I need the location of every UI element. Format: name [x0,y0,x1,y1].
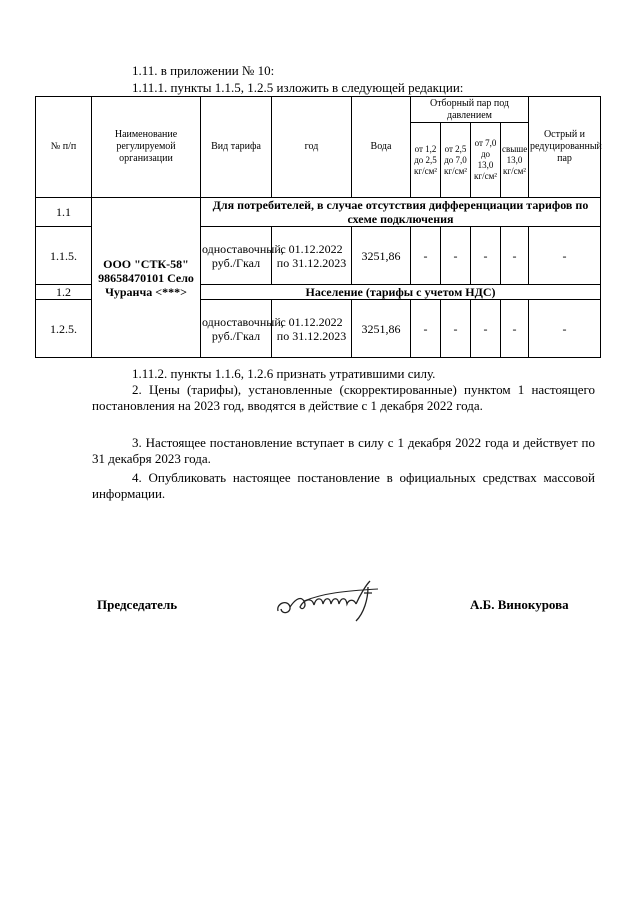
row-1-2-5-tariff-type: одноставочный, руб./Гкал [201,300,272,358]
header-steam-4: свыше 13,0 кг/см² [501,123,529,198]
header-tariff-type: Вид тарифа [201,97,272,198]
row-1-2-5-steam-3: - [471,300,501,358]
intro-line-1: 1.11. в приложении № 10: [132,63,275,78]
header-steam-2: от 2,5 до 7,0 кг/см² [441,123,471,198]
row-1-2-text: Население (тарифы с учетом НДС) [201,285,601,300]
row-1-2-5-steam-2: - [441,300,471,358]
row-1-1-5-steam-4: - [501,227,529,285]
row-1-1-5-period: с 01.12.2022 по 31.12.2023 [272,227,352,285]
row-1-1-5-steam-1: - [411,227,441,285]
signer-name: А.Б. Винокурова [470,597,569,612]
row-1-2-5-steam-4: - [501,300,529,358]
row-1-1-5-sharp: - [529,227,601,285]
intro-line-2: 1.11.1. пункты 1.1.5, 1.2.5 изложить в следующей редакции: [132,80,464,95]
row-1-1-text: Для потребителей, в случае отсутствия дифференциации тарифов по схеме подключения [201,198,601,227]
row-1-2-5-period: с 01.12.2022 по 31.12.2023 [272,300,352,358]
row-1-2-5-water: 3251,86 [352,300,411,358]
header-org: Наименование регулируемой организации [92,97,201,198]
row-1-2-5-num: 1.2.5. [36,300,92,358]
tariff-table [35,96,601,358]
paragraph-3: 3. Настоящее постановление вступает в силу с 1 декабря 2022 года и действует по 31 декабря 2023 года. [92,435,595,466]
header-steam-3: от 7,0 до 13,0 кг/см² [471,123,501,198]
header-year: год [272,97,352,198]
header-sharp-steam: Острый и редуцированный пар [529,97,601,198]
header-steam-group: Отборный пар под давлением [411,97,529,123]
paragraph-2: 2. Цены (тарифы), установленные (скорректированные) пунктом 1 настоящего постановления на 2023 год, вводятся в действие с 1 декабря 2022 года. [92,382,595,413]
row-1-2-5-sharp: - [529,300,601,358]
row-1-1-5-steam-3: - [471,227,501,285]
signature-title: Председатель [97,597,178,612]
org-name-cell: ООО "СТК-58" 98658470101 Село Чуранча <***> [92,198,201,358]
header-water: Вода [352,97,411,198]
row-1-1-5-num: 1.1.5. [36,227,92,285]
paragraph-4: 4. Опубликовать настоящее постановление в официальных средствах массовой информации. [92,470,595,501]
row-1-1-5-steam-2: - [441,227,471,285]
header-steam-1: от 1,2 до 2,5 кг/см² [411,123,441,198]
row-1-1-5-tariff-type: одноставочный, руб./Гкал [201,227,272,285]
row-1-1-num: 1.1 [36,198,92,227]
row-1-1-5-water: 3251,86 [352,227,411,285]
row-1-2-5-steam-1: - [411,300,441,358]
header-num: № п/п [36,97,92,198]
paragraph-1-11-2: 1.11.2. пункты 1.1.6, 1.2.6 признать утратившими силу. [132,366,436,381]
handwritten-signature [274,577,394,625]
row-1-2-num: 1.2 [36,285,92,300]
